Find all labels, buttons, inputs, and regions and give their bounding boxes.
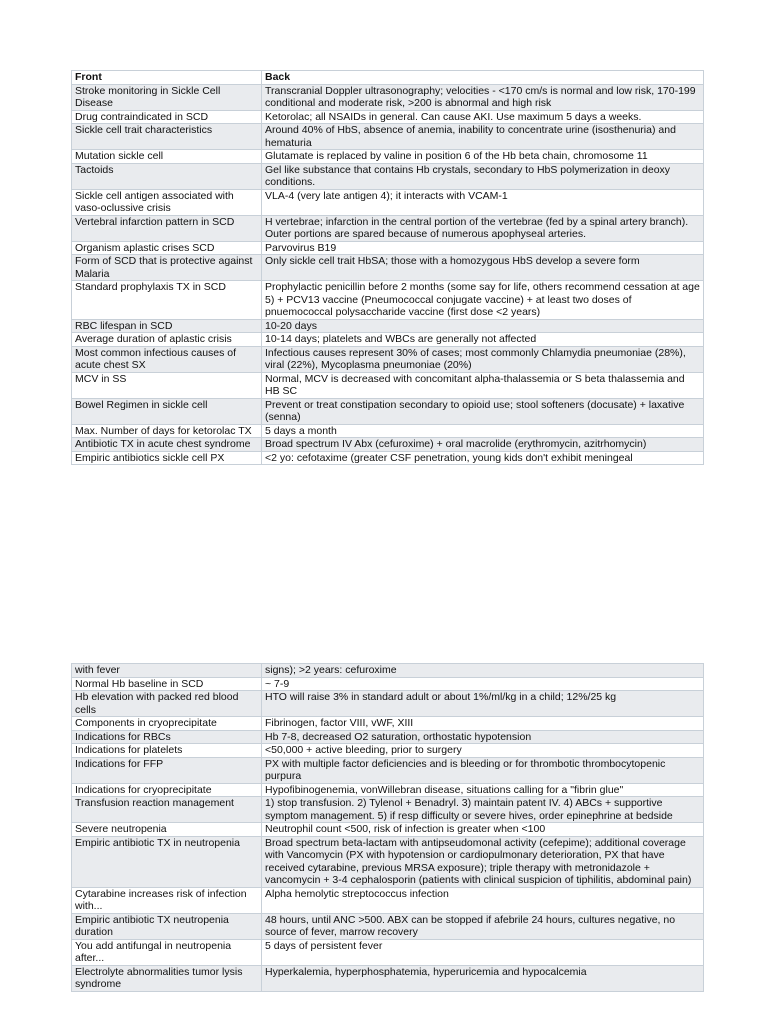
cell-front: You add antifungal in neutropenia after... (72, 939, 262, 965)
cell-back: Alpha hemolytic streptococcus infection (262, 887, 704, 913)
cell-front: Standard prophylaxis TX in SCD (72, 281, 262, 320)
cell-back: 10-14 days; platelets and WBCs are generally not affected (262, 333, 704, 347)
table-header-row (72, 71, 704, 85)
table-row (72, 836, 704, 887)
table-row (72, 887, 704, 913)
cell-front: Vertebral infarction pattern in SCD (72, 215, 262, 241)
table-row (72, 451, 704, 465)
cell-front: Stroke monitoring in Sickle Cell Disease (72, 84, 262, 110)
cell-back: Prophylactic penicillin before 2 months (some say for life, others recommend cessation at age 5) + PCV13 vaccine (Pneumococcal conjugate vaccine) + at least two doses of pnuemococcal polysaccharide vaccine (first dose <2 years) (262, 281, 704, 320)
table-row (72, 255, 704, 281)
cell-back: PX with multiple factor deficiencies and is bleeding or for thrombotic thrombocytopenic purpura (262, 757, 704, 783)
table-row (72, 913, 704, 939)
cell-front: Hb elevation with packed red blood cells (72, 691, 262, 717)
cell-front: Components in cryoprecipitate (72, 717, 262, 731)
table-row (72, 124, 704, 150)
table-row (72, 319, 704, 333)
cell-back: Transcranial Doppler ultrasonography; velocities - <170 cm/s is normal and low risk, 170-199 conditional and moderate risk, >200 is abnormal and high risk (262, 84, 704, 110)
table-row (72, 823, 704, 837)
cell-back: Broad spectrum beta-lactam with antipseudomonal activity (cefepime); additional coverage with Vancomycin (PX with hypotension or cardiopulmonary deterioration, PX that have received cytarabine, previous MRSA exposure); triple therapy with metronidazole + vancomycin + 3-4 cephalosporin (patients with clinical suspicion of tiphilitis, abdominal pain) (262, 836, 704, 887)
cell-front: Antibiotic TX in acute chest syndrome (72, 438, 262, 452)
cell-front: Transfusion reaction management (72, 797, 262, 823)
table-row (72, 215, 704, 241)
cell-front: Form of SCD that is protective against Malaria (72, 255, 262, 281)
table-row (72, 372, 704, 398)
table-row (72, 333, 704, 347)
cell-front: RBC lifespan in SCD (72, 319, 262, 333)
table-row (72, 783, 704, 797)
cell-front: Normal Hb baseline in SCD (72, 677, 262, 691)
cell-front: Max. Number of days for ketorolac TX (72, 424, 262, 438)
cell-back: 10-20 days (262, 319, 704, 333)
table-body-bottom (72, 664, 704, 992)
cell-front: Indications for platelets (72, 744, 262, 758)
table-row (72, 717, 704, 731)
cell-back: <2 yo: cefotaxime (greater CSF penetration, young kids don't exhibit meningeal (262, 451, 704, 465)
cell-front: Indications for cryoprecipitate (72, 783, 262, 797)
cell-front: Indications for FFP (72, 757, 262, 783)
cell-back: Glutamate is replaced by valine in position 6 of the Hb beta chain, chromosome 11 (262, 150, 704, 164)
cell-front: Drug contraindicated in SCD (72, 110, 262, 124)
cell-back: Only sickle cell trait HbSA; those with a homozygous HbS develop a severe form (262, 255, 704, 281)
table-row (72, 346, 704, 372)
table-row (72, 744, 704, 758)
cell-back: Hypofibinogenemia, vonWillebran disease, situations calling for a "fibrin glue" (262, 783, 704, 797)
cell-front: Empiric antibiotics sickle cell PX (72, 451, 262, 465)
table-row (72, 150, 704, 164)
cell-back: Broad spectrum IV Abx (cefuroxime) + oral macrolide (erythromycin, azitrhomycin) (262, 438, 704, 452)
table-row (72, 730, 704, 744)
cell-back: signs); >2 years: cefuroxime (262, 664, 704, 678)
table-row (72, 110, 704, 124)
flashcard-table-bottom (71, 663, 704, 992)
cell-back: Normal, MCV is decreased with concomitant alpha-thalassemia or S beta thalassemia and HB SC (262, 372, 704, 398)
table-row (72, 691, 704, 717)
table-row (72, 965, 704, 991)
table-row (72, 241, 704, 255)
cell-back: ~ 7-9 (262, 677, 704, 691)
cell-back: Around 40% of HbS, absence of anemia, inability to concentrate urine (isosthenuria) and hematuria (262, 124, 704, 150)
cell-front: Average duration of aplastic crisis (72, 333, 262, 347)
cell-front: Sickle cell trait characteristics (72, 124, 262, 150)
cell-front: MCV in SS (72, 372, 262, 398)
cell-front: Organism aplastic crises SCD (72, 241, 262, 255)
table-row (72, 163, 704, 189)
cell-front: Tactoids (72, 163, 262, 189)
cell-back: Ketorolac; all NSAIDs in general. Can cause AKI. Use maximum 5 days a weeks. (262, 110, 704, 124)
flashcard-table-top (71, 70, 704, 465)
cell-back: H vertebrae; infarction in the central portion of the vertebrae (fed by a spinal artery branch). Outer portions are spared because of numerous apophyseal arteries. (262, 215, 704, 241)
cell-back: 5 days of persistent fever (262, 939, 704, 965)
cell-back: HTO will raise 3% in standard adult or about 1%/ml/kg in a child; 12%/25 kg (262, 691, 704, 717)
cell-back: 5 days a month (262, 424, 704, 438)
table-row (72, 664, 704, 678)
cell-back: Fibrinogen, factor VIII, vWF, XIII (262, 717, 704, 731)
cell-front: Most common infectious causes of acute chest SX (72, 346, 262, 372)
cell-back: Neutrophil count <500, risk of infection is greater when <100 (262, 823, 704, 837)
cell-back: Hyperkalemia, hyperphosphatemia, hyperuricemia and hypocalcemia (262, 965, 704, 991)
cell-front: Electrolyte abnormalities tumor lysis syndrome (72, 965, 262, 991)
cell-back: Hb 7-8, decreased O2 saturation, orthostatic hypotension (262, 730, 704, 744)
table-row (72, 677, 704, 691)
table-row (72, 84, 704, 110)
table-row (72, 398, 704, 424)
table-row (72, 438, 704, 452)
cell-back: Parvovirus B19 (262, 241, 704, 255)
cell-front: Severe neutropenia (72, 823, 262, 837)
cell-back: Prevent or treat constipation secondary to opioid use; stool softeners (docusate) + laxative (senna) (262, 398, 704, 424)
table-row (72, 939, 704, 965)
cell-front: Empiric antibiotic TX neutropenia duration (72, 913, 262, 939)
table-row (72, 424, 704, 438)
cell-front: Bowel Regimen in sickle cell (72, 398, 262, 424)
cell-back: VLA-4 (very late antigen 4); it interacts with VCAM-1 (262, 189, 704, 215)
header-front: Front (72, 71, 262, 85)
cell-front: with fever (72, 664, 262, 678)
cell-back: <50,000 + active bleeding, prior to surgery (262, 744, 704, 758)
cell-front: Indications for RBCs (72, 730, 262, 744)
table-row (72, 189, 704, 215)
cell-front: Mutation sickle cell (72, 150, 262, 164)
cell-back: Gel like substance that contains Hb crystals, secondary to HbS polymerization in deoxy conditions. (262, 163, 704, 189)
cell-front: Sickle cell antigen associated with vaso-oclussive crisis (72, 189, 262, 215)
table-body-top (72, 84, 704, 465)
table-row (72, 797, 704, 823)
cell-back: 1) stop transfusion. 2) Tylenol + Benadryl. 3) maintain patent IV. 4) ABCs + supportive symptom management. 5) if resp difficulty or severe hives, order epinephrine at bedside (262, 797, 704, 823)
cell-back: 48 hours, until ANC >500. ABX can be stopped if afebrile 24 hours, cultures negative, no source of fever, marrow recovery (262, 913, 704, 939)
table-row (72, 757, 704, 783)
table-row (72, 281, 704, 320)
cell-front: Empiric antibiotic TX in neutropenia (72, 836, 262, 887)
cell-front: Cytarabine increases risk of infection with... (72, 887, 262, 913)
header-back: Back (262, 71, 704, 85)
cell-back: Infectious causes represent 30% of cases; most commonly Chlamydia pneumoniae (28%), viral (22%), Mycoplasma pneumoniae (20%) (262, 346, 704, 372)
